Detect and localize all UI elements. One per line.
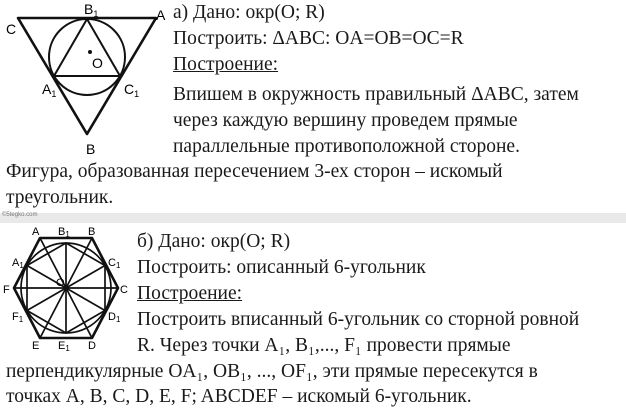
label-c: C: [6, 21, 17, 37]
part-a-text-line: Впишем в окружность правильный ΔABC, затем: [173, 84, 579, 105]
label-b: B: [86, 141, 96, 157]
part-b-text-line: Построить вписанный 6-угольник со сторной ровной: [137, 309, 580, 330]
part-a-construct: Построить: ΔABC: OA=OB=OC=R: [173, 28, 464, 49]
part-b-text-line: точках A, B, C, D, E, F; ABCDEF – искомый 6-угольник.: [6, 386, 472, 407]
label-c1: $C_1$: [124, 81, 140, 99]
label-f: F: [3, 284, 10, 296]
label-a1: A1: [12, 257, 24, 270]
part-a-conclusion-line: треугольник.: [6, 187, 114, 208]
part-b-text-line: R. Через точки A₁, B₁,..., F₁ провести прямые: [137, 335, 511, 356]
figure-a-triangle-construction: [6, 2, 170, 162]
circle-o: [49, 19, 125, 95]
panel-separator: [0, 213, 626, 223]
watermark: ©5tegko.com: [2, 212, 38, 218]
part-a-conclusion-line: Фигура, образованная пересечением 3-ех сторон – искомый: [6, 161, 503, 182]
part-b-text-line: перпендикулярные OA₁, OB₁, ..., OF₁, эти прямые пересекутся в: [6, 361, 538, 382]
label-c: C: [120, 284, 128, 296]
label-a: A: [156, 7, 166, 23]
figure-b-hexagon-construction: [0, 224, 135, 352]
part-a-construction-title: Построение:: [173, 54, 279, 75]
label-d: D: [88, 340, 96, 352]
label-b1: B1: [58, 226, 70, 239]
label-b: B: [88, 226, 96, 238]
part-a-text-line: через каждую вершину проведем прямые: [173, 110, 518, 131]
label-e1: E1: [58, 340, 70, 352]
center-point-o: [88, 50, 92, 54]
part-b-construction-title: Построение:: [137, 283, 243, 304]
label-b1: $B_1$: [84, 2, 99, 19]
label-o: O: [92, 55, 103, 71]
label-a: A: [32, 226, 40, 238]
part-b-construct: Построить: описанный 6-угольник: [137, 257, 426, 278]
label-e: E: [32, 340, 40, 352]
label-f1: F1: [12, 311, 24, 324]
label-c1: C1: [108, 257, 121, 270]
part-a-text-line: параллельные противоположной стороне.: [173, 136, 520, 157]
part-a-given: а) Дано: окр(О; R): [173, 2, 325, 23]
label-o: O: [56, 277, 65, 289]
part-b-given: б) Дано: окр(О; R): [137, 231, 291, 252]
label-a1: $A_1$: [42, 81, 57, 99]
label-d1: D1: [108, 311, 121, 324]
